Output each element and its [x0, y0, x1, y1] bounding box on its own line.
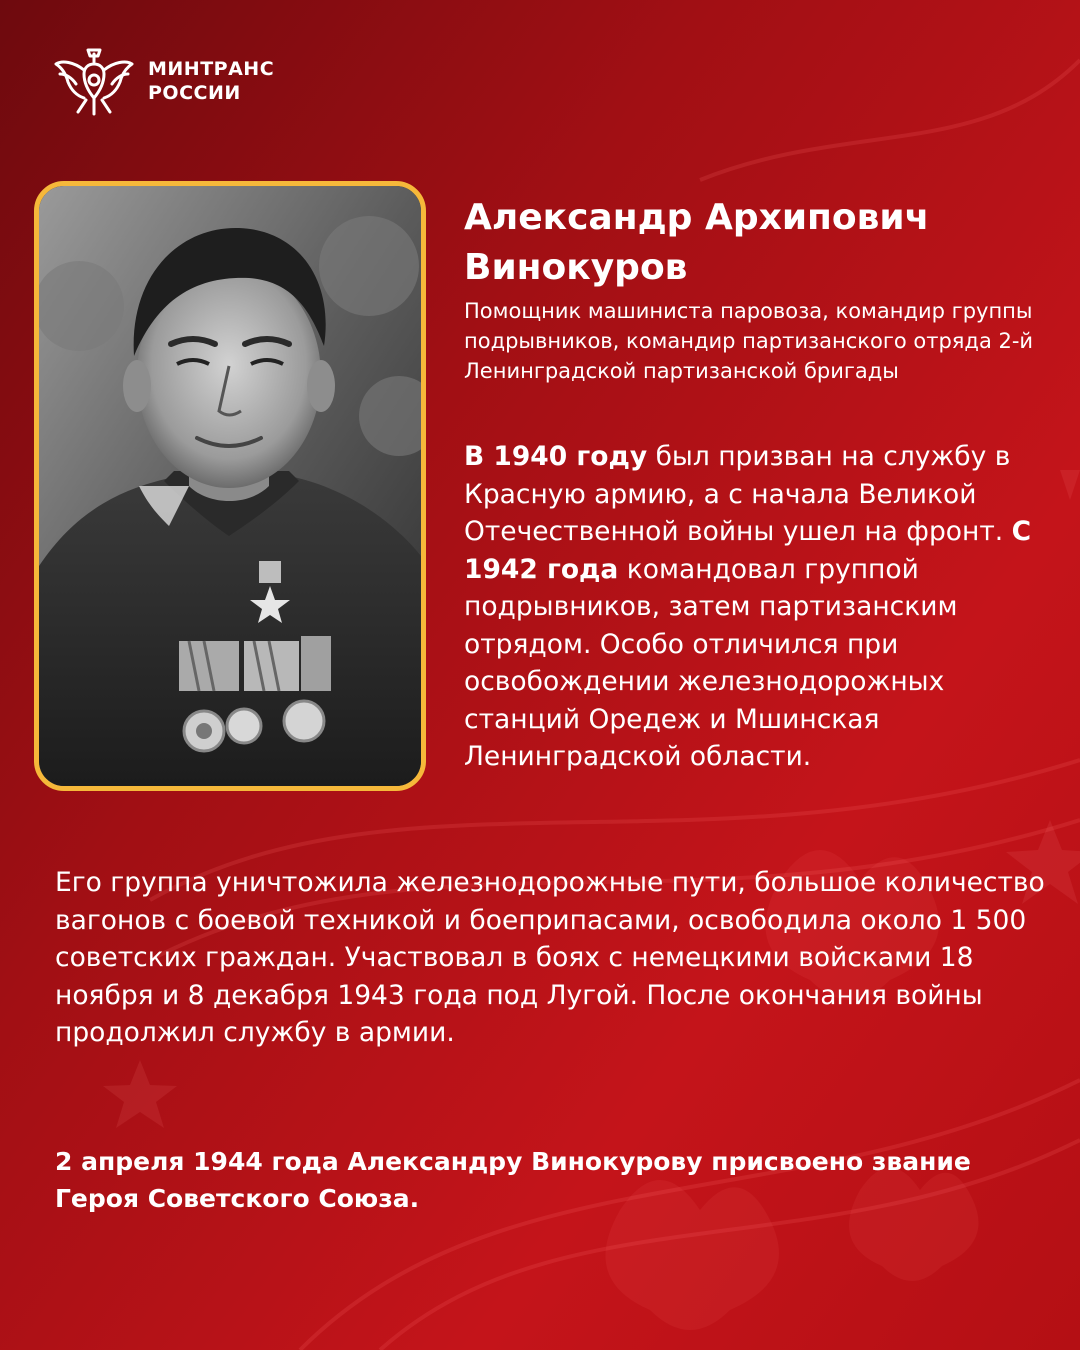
hero-role: Помощник машиниста паровоза, командир группы подрывников, командир партизанского отряда 2-й Ленинградской партизанской бригады: [464, 299, 1034, 383]
award-statement: 2 апреля 1944 года Александру Винокурову присвоено звание Героя Советского Союза.: [55, 1147, 971, 1213]
bio-text-1: был призван на службу в Красную армию, а с начала Великой Отечественной войны ушел на фронт.: [464, 441, 1012, 547]
bio-highlight-1940: В 1940 году: [464, 441, 648, 472]
bio-highlight-1942: С 1942 года: [464, 516, 1032, 585]
bio-text-2: командовал группой подрывников, затем партизанским отрядом. Особо отличился при освобождении железнодорожных станций Оредеж и Мшинская Ленинградской области.: [464, 553, 958, 772]
hero-name: [464, 193, 1064, 293]
medal-ribbons: [179, 636, 331, 691]
logo-text-line2: РОССИИ: [148, 82, 241, 104]
portrait-photo: [34, 181, 426, 791]
hero-name-line1: Александр Архипович: [464, 197, 930, 238]
logo-text-line1: МИНТРАНС: [148, 58, 275, 80]
portrait-illustration: [39, 186, 421, 786]
achievements-paragraph: Его группа уничтожила железнодорожные пути, большое количество вагонов с боевой техникой и боеприпасами, освободила около 1 500 советских граждан. Участвовал в боях с немецкими войсками 18 ноября и 8 декабря 1943 года под Лугой. После окончания войны продолжил службу в армии.: [55, 867, 1045, 1048]
hero-name-line2: Винокуров: [464, 247, 688, 288]
ribbon-stripe: [700, 60, 1080, 180]
star-shape: [1060, 470, 1080, 500]
star-shape: [103, 1060, 177, 1128]
logo-text: [148, 57, 274, 105]
ministry-logo: [52, 40, 274, 122]
bio-paragraph: [464, 438, 1054, 776]
double-headed-eagle-icon: [52, 40, 136, 122]
